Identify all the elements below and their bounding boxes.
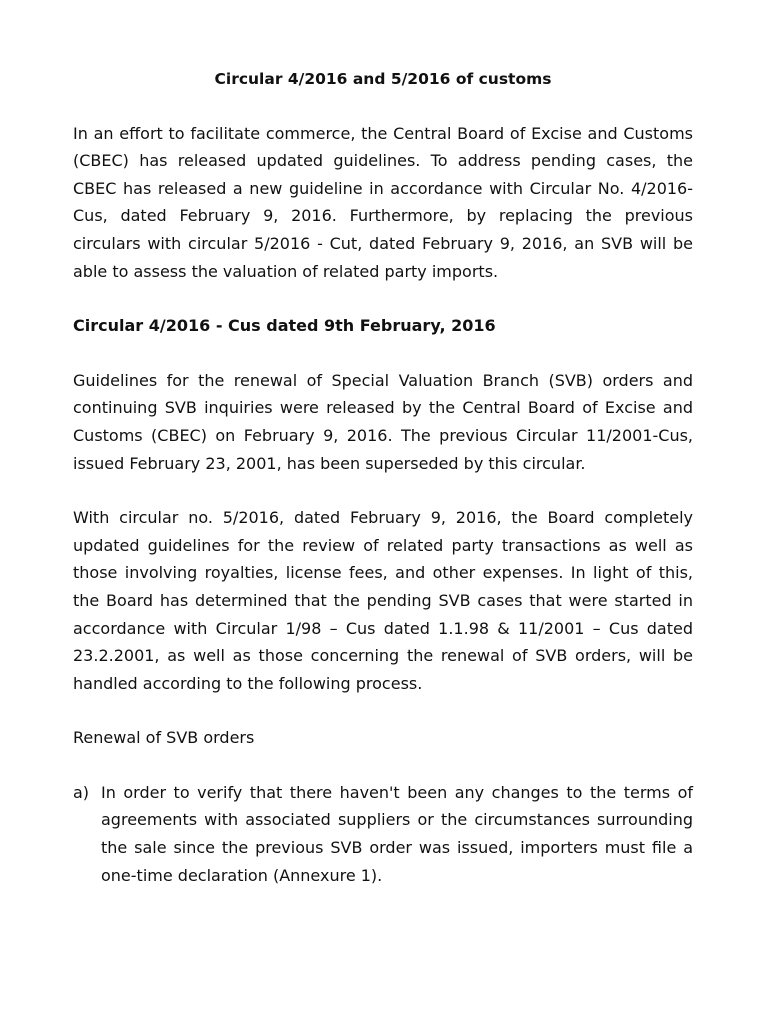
document-title: Circular 4/2016 and 5/2016 of customs	[214, 70, 552, 88]
renewal-subheading: Renewal of SVB orders	[73, 728, 255, 748]
circular-5-paragraph: With circular no. 5/2016, dated February 9, 2016, the Board completely updated guidelines for the review of related party transactions as well as those involving royalties, license fees, and other expenses. In light of this, the Board has determined that the pending SVB cases that were started in accordance with Circular 1/98 – Cus dated 1.1.98 & 11/2001 – Cus dated 23.2.2001, as well as those concerning the renewal of SVB orders, will be handled according to the following process.	[73, 508, 693, 693]
guidelines-paragraph: Guidelines for the renewal of Special Valuation Branch (SVB) orders and continuing SVB inquiries were released by the Central Board of Excise and Customs (CBEC) on February 9, 2016. The previous Circular 11/2001-Cus, issued February 23, 2001, has been superseded by this circular.	[73, 370, 693, 473]
list-item-text: In order to verify that there haven't been any changes to the terms of agreements with associated suppliers or the circumstances surrounding the sale since the previous SVB order was issued, importers must file a one-time declaration (Annexure 1).	[101, 782, 693, 885]
intro-paragraph: In an effort to facilitate commerce, the Central Board of Excise and Customs (CBEC) has released updated guidelines. To address pending cases, the CBEC has released a new guideline in accordance with Circular No. 4/2016-Cus, dated February 9, 2016. Furthermore, by replacing the previous circulars with circular 5/2016 - Cut, dated February 9, 2016, an SVB will be able to assess the valuation of related party imports.	[73, 123, 693, 281]
list-marker: a)	[73, 782, 90, 802]
document-page	[73, 66, 693, 889]
section-heading: Circular 4/2016 - Cus dated 9th February, 2016	[73, 316, 496, 336]
list-item	[73, 779, 693, 889]
